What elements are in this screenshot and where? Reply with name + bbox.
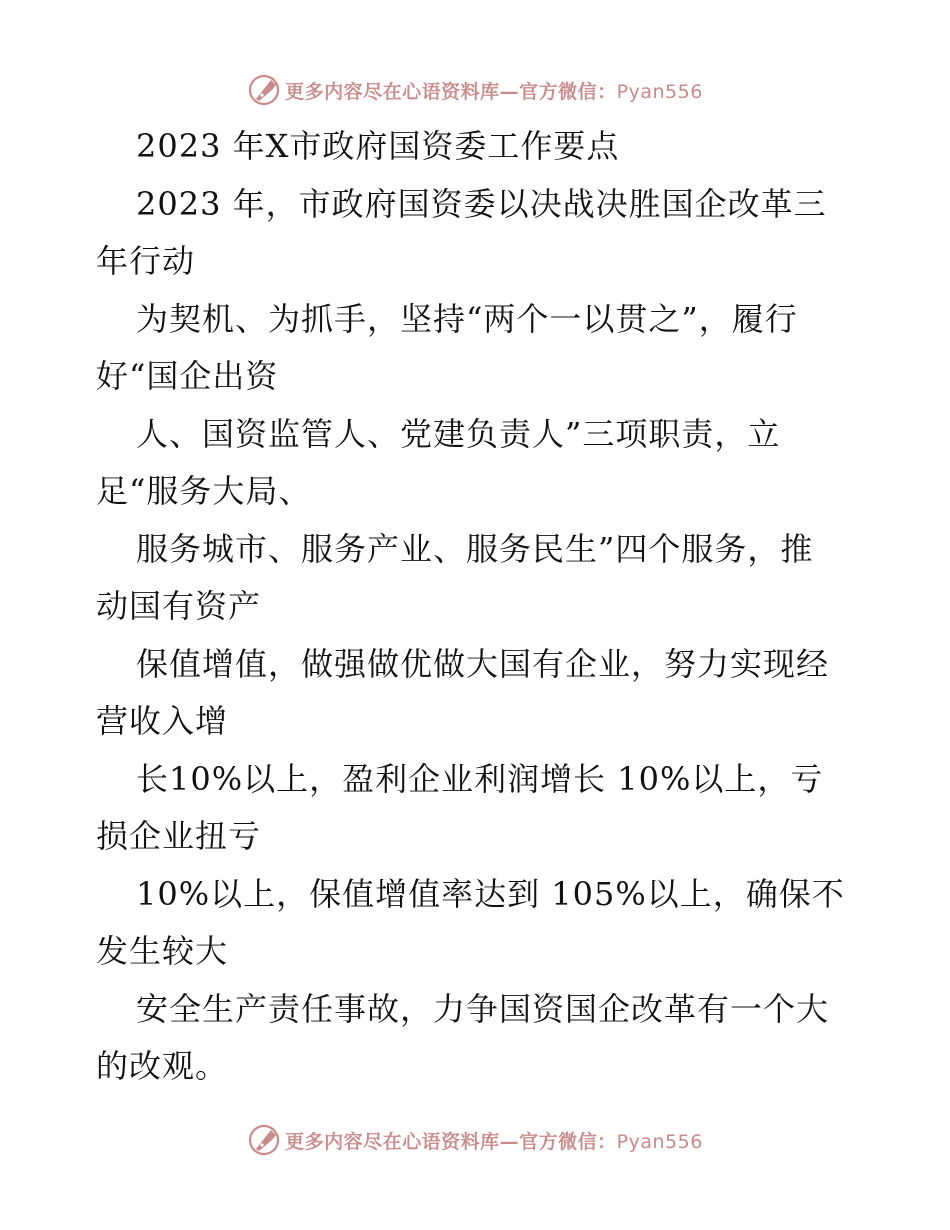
paragraph-line: 损企业扭亏 (96, 817, 262, 855)
paragraph-line: 人、国资监管人、党建负责人”三项职责，立 (136, 414, 781, 453)
header-wechat-id: Pyan556 (616, 80, 703, 103)
footer-banner-text (285, 1127, 703, 1154)
paragraph-line: 好“国企出资 (96, 357, 279, 395)
paragraph-line: 足“服务大局、 (96, 472, 312, 510)
paragraph-line: 2023 年，市政府国资委以决战决胜国企改革三 (136, 184, 827, 223)
header-banner-text (285, 77, 703, 104)
paragraph-line: 长10%以上，盈利企业利润增长 10%以上，亏 (136, 759, 824, 798)
paragraph-line: 的改观。 (96, 1047, 229, 1085)
document-body (96, 118, 856, 1096)
paragraph-line: 发生较大 (96, 932, 229, 970)
paragraph-line: 年行动 (96, 242, 196, 280)
paragraph-line: 保值增值，做强做优做大国有企业，努力实现经 (136, 644, 830, 683)
pen-nib-circle-icon (247, 73, 281, 107)
paragraph-line: 为契机、为抓手，坚持“两个一以贯之”，履行 (136, 299, 798, 338)
header-banner-label: 更多内容尽在心语资料库—官方微信： (285, 80, 617, 103)
footer-wechat-id: Pyan556 (616, 1130, 703, 1153)
page-footer-banner (0, 1120, 950, 1160)
paragraph-line: 营收入增 (96, 702, 229, 740)
footer-banner-label: 更多内容尽在心语资料库—官方微信： (285, 1130, 617, 1153)
paragraph-line: 动国有资产 (96, 587, 262, 625)
pen-nib-circle-icon (247, 1123, 281, 1157)
paragraph-line: 安全生产责任事故，力争国资国企改革有一个大 (136, 989, 830, 1028)
paragraph-line: 服务城市、服务产业、服务民生”四个服务，推 (136, 529, 814, 568)
paragraph-line: 10%以上，保值增值率达到 105%以上，确保不 (136, 874, 845, 913)
page-header-banner (0, 70, 950, 110)
document-title: 2023 年X市政府国资委工作要点 (136, 127, 620, 165)
